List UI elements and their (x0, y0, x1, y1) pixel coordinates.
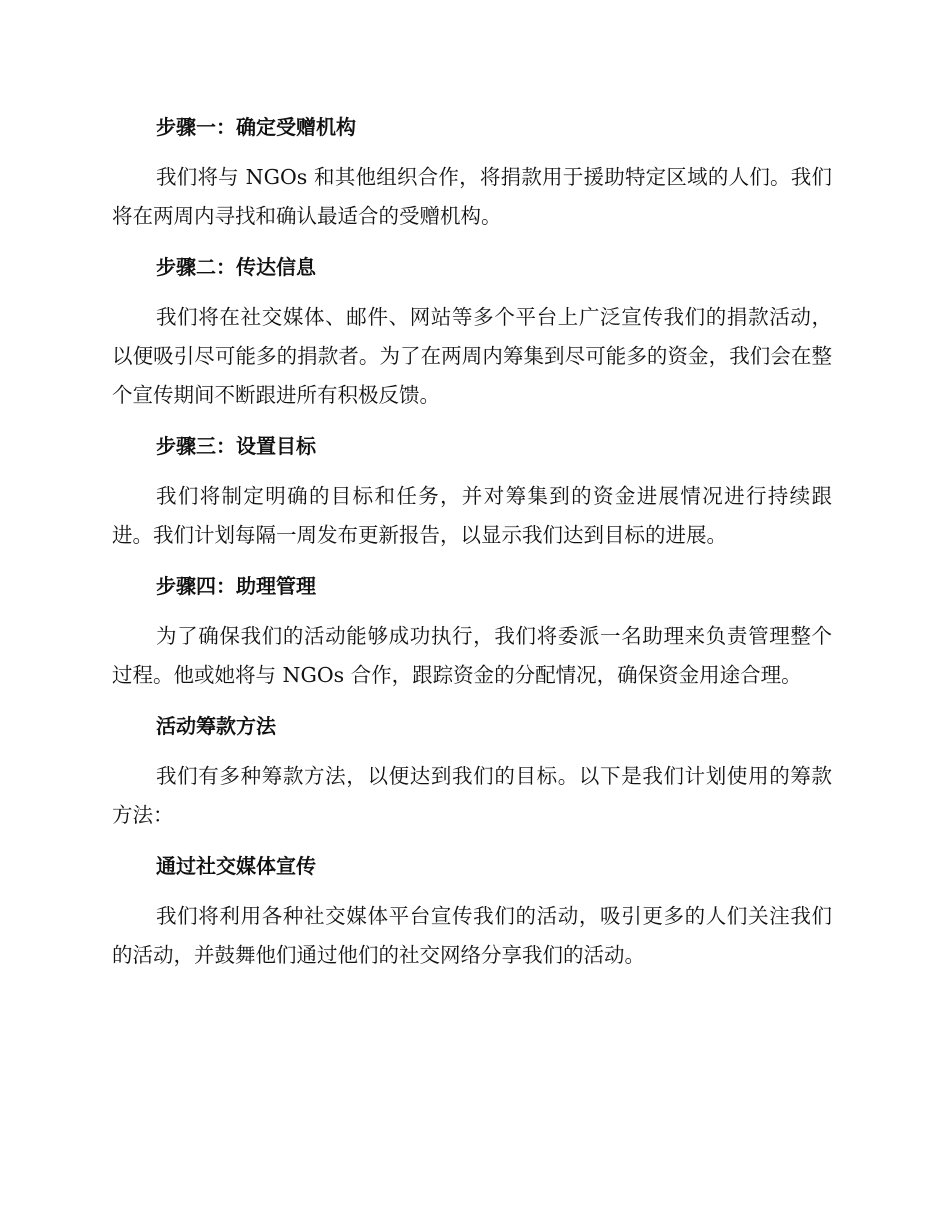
section-heading-fundraising-methods: 活动筹款方法 (156, 714, 276, 738)
section-paragraph-step-3: 我们将制定明确的目标和任务，并对筹集到的资金进展情况进行持续跟进。我们计划每隔一周发布更新报告，以显示我们达到目标的进展。 (112, 484, 832, 547)
section-paragraph-step-1: 我们将与 NGOs 和其他组织合作，将捐款用于援助特定区域的人们。我们将在两周内寻找和确认最适合的受赠机构。 (112, 165, 832, 228)
section-heading-social-media: 通过社交媒体宣传 (156, 854, 316, 878)
document-page (112, 110, 832, 989)
section-heading-step-4: 步骤四：助理管理 (156, 574, 316, 598)
section-paragraph-step-4: 为了确保我们的活动能够成功执行，我们将委派一名助理来负责管理整个过程。他或她将与 NGOs 合作，跟踪资金的分配情况，确保资金用途合理。 (112, 624, 832, 687)
section-heading-step-1: 步骤一：确定受赠机构 (156, 115, 356, 139)
section-paragraph-step-2: 我们将在社交媒体、邮件、网站等多个平台上广泛宣传我们的捐款活动，以便吸引尽可能多的捐款者。为了在两周内筹集到尽可能多的资金，我们会在整个宣传期间不断跟进所有积极反馈。 (112, 305, 832, 407)
section-heading-step-2: 步骤二：传达信息 (156, 255, 316, 279)
section-paragraph-social-media: 我们将利用各种社交媒体平台宣传我们的活动，吸引更多的人们关注我们的活动，并鼓舞他们通过他们的社交网络分享我们的活动。 (112, 904, 832, 967)
section-paragraph-fundraising-methods: 我们有多种筹款方法，以便达到我们的目标。以下是我们计划使用的筹款方法： (112, 764, 832, 827)
section-heading-step-3: 步骤三：设置目标 (156, 434, 316, 458)
